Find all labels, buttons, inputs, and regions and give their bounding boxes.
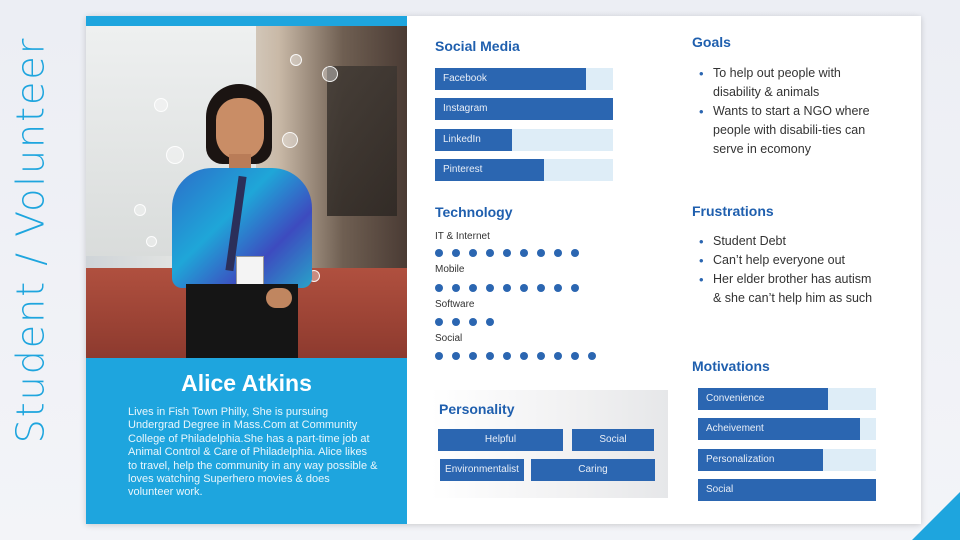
rating-dot: [486, 249, 494, 257]
rating-dot: [435, 318, 443, 326]
rating-dot: [486, 318, 494, 326]
motivation-bar-label: Social: [706, 484, 734, 495]
rating-dot: [520, 352, 528, 360]
rating-dot: [469, 352, 477, 360]
rating-dot: [469, 318, 477, 326]
rating-dot: [452, 352, 460, 360]
rating-dot: [571, 352, 579, 360]
motivation-bar-social: [698, 479, 876, 501]
social-media-title: Social Media: [435, 38, 520, 54]
rating-dot: [571, 284, 579, 292]
tech-dots-mobile: [435, 284, 579, 292]
frustration-item: • Her elder brother has autism & she can’t help him as such: [697, 270, 877, 308]
persona-bio: Lives in Fish Town Philly, She is pursuing Undergrad Degree in Mass.Com at Community College of Philadelphia.She has a part-time job at Animal Control & Care of Philadelphia. Alice likes to travel, help the community in any way possible & loves watching Superhero movies & does volunteer work.: [128, 406, 378, 499]
rating-dot: [537, 352, 545, 360]
rating-dot: [503, 284, 511, 292]
rating-dot: [452, 318, 460, 326]
persona-photo: [86, 26, 407, 358]
goal-item: • To help out people with disability & animals: [697, 64, 892, 102]
rating-dot: [435, 284, 443, 292]
rating-dot: [537, 249, 545, 257]
trait-chip-social: Social: [572, 429, 654, 451]
tech-dots-software: [435, 318, 494, 326]
rating-dot: [435, 249, 443, 257]
social-bar-label: Pinterest: [443, 164, 483, 175]
goals-title: Goals: [692, 34, 731, 50]
tech-dots-social: [435, 352, 596, 360]
motivations-title: Motivations: [692, 358, 770, 374]
rating-dot: [554, 284, 562, 292]
trait-chip-caring: Caring: [531, 459, 655, 481]
rating-dot: [537, 284, 545, 292]
rating-dot: [469, 284, 477, 292]
frustrations-list: [697, 232, 877, 308]
tech-dots-it-internet: [435, 249, 579, 257]
social-bar-facebook: [435, 68, 613, 90]
motivation-bar-achievement: [698, 418, 876, 440]
side-title: [2, 30, 58, 450]
rating-dot: [588, 352, 596, 360]
bubble: [322, 66, 338, 82]
social-bar-linkedin: [435, 129, 613, 151]
rating-dot: [503, 352, 511, 360]
technology-title: Technology: [435, 204, 513, 220]
profile-summary: [86, 358, 407, 524]
bubble: [134, 204, 146, 216]
rating-dot: [452, 284, 460, 292]
tech-label: Social: [435, 333, 463, 344]
tech-label: Software: [435, 299, 475, 310]
frustration-item: • Can’t help everyone out: [697, 251, 877, 270]
motivation-bar-personalization: [698, 449, 876, 471]
persona-name: Alice Atkins: [181, 370, 312, 396]
social-bar-pinterest: [435, 159, 613, 181]
goals-list: [697, 64, 892, 159]
personality-panel: [431, 390, 668, 498]
frustration-item: • Student Debt: [697, 232, 877, 251]
bubble: [146, 236, 157, 247]
trait-chip-helpful: Helpful: [438, 429, 563, 451]
rating-dot: [486, 284, 494, 292]
tech-label: IT & Internet: [435, 231, 490, 242]
side-title-text: Student / Volunteer: [8, 36, 53, 444]
social-bar-label: LinkedIn: [443, 134, 481, 145]
rating-dot: [486, 352, 494, 360]
goal-item: • Wants to start a NGO where people with disabili-ties can serve in ecomony: [697, 102, 892, 159]
tech-label: Mobile: [435, 264, 465, 275]
rating-dot: [469, 249, 477, 257]
rating-dot: [435, 352, 443, 360]
persona-card: [86, 16, 921, 524]
bubble: [154, 98, 168, 112]
social-bar-label: Facebook: [443, 73, 487, 84]
top-accent-strip: [86, 16, 407, 26]
personality-title: Personality: [439, 401, 515, 417]
motivation-bar-label: Convenience: [706, 393, 765, 404]
rating-dot: [554, 249, 562, 257]
social-bar-label: Instagram: [443, 103, 488, 114]
rating-dot: [571, 249, 579, 257]
rating-dot: [520, 249, 528, 257]
rating-dot: [503, 249, 511, 257]
bubble: [290, 54, 302, 66]
motivation-bar-label: Acheivement: [706, 423, 764, 434]
rating-dot: [452, 249, 460, 257]
motivation-bar-convenience: [698, 388, 876, 410]
trait-chip-environmentalist: Environmentalist: [440, 459, 524, 481]
motivation-bar-label: Personalization: [706, 454, 775, 465]
frustrations-title: Frustrations: [692, 203, 774, 219]
bubble: [166, 146, 184, 164]
bubble: [282, 132, 298, 148]
social-bar-instagram: [435, 98, 613, 120]
rating-dot: [520, 284, 528, 292]
rating-dot: [554, 352, 562, 360]
